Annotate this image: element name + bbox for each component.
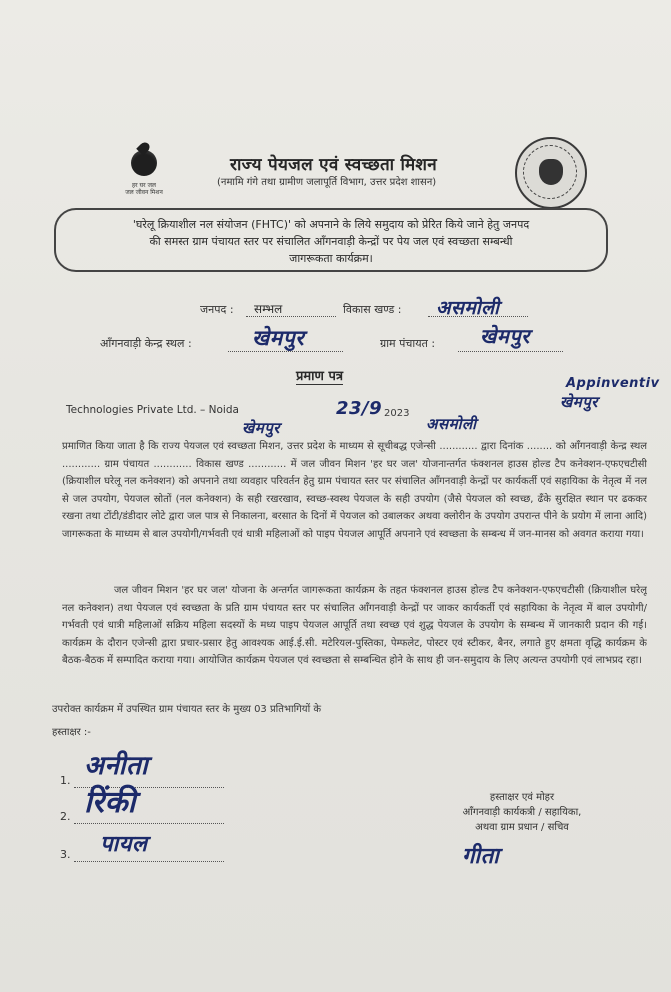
attendee-2-line [74,823,224,824]
block-handwritten-2: असमोली [426,415,477,433]
attendee-2-signature: रिंकी [84,785,136,820]
place-handwritten: खेमपुर [560,393,598,411]
gp-handwritten: खेमपुर [242,419,280,437]
attendee-3-signature: पायल [100,832,148,857]
block-label: विकास खण्ड : [343,303,402,316]
attendee-1-number: 1. [60,774,71,787]
programme-banner [54,208,608,272]
logo-caption: हर घर जल [132,182,156,189]
seal-emblem [539,159,563,185]
signatory-line-2: आँगनवाड़ी कार्यकत्री / सहायिका, [462,807,582,818]
certificate-paragraph-1: प्रमाणित किया जाता है कि राज्य पेयजल एवं स्वच्छता मिशन, उत्तर प्रदेश के माध्यम से सूचीबद्ध एजेन्सी ............ द्वारा दिनांक ........ को आँगनवाड़ी केन्द्र स्थल ............ ग्राम पंचायत ............ विकास खण्ड ............ में जल जीवन मिशन 'हर घर जल' योजनान्तर्गत फंक्शनल हाउस होल्ड टैप कनेक्शन-एफएचटीसी (क्रियाशील घरेलू नल कनेक्शन) को अपनाने तथा व्यवहार परिवर्तन हेतु ग्राम पंचायत स्तर पर संचालित आँगनवाड़ी केन्द्रों पर कार्यकर्ती एवं सहायिका के नेतृत्व में नल से जल उपयोग, पेयजल स्रोतों (नल कनेक्शन) के सही रखरखाव, स्वच्छ-स्वस्थ पेयजल के सही उपयोग (जैसे पेयजल को स्वच्छ, ढँके सुरक्षित स्थान पर ढककर रखना तथा टोंटी/डंडीदार लोटे द्वारा जल पात्र से निकालना, बरसात के दिनों में पेयजल को उबालकर अथवा क्लोरीन के उपयोग उपरान्त पीने के प्रयोग में लाना आदि) जागरूकता के माध्यम से बाल उपयोगी/गर्भवती एवं धात्री महिलाओं को पाइप पेयजल आपूर्ति अपनाने एवं स्वच्छता के सम्बन्ध में जन-मानस को अवगत कराया गया। [62,441,647,540]
panchayat-label: ग्राम पंचायत : [380,337,436,350]
attendee-3-number: 3. [60,848,71,861]
signatory-line-3: अथवा ग्राम प्रधान / सचिव [475,822,569,833]
attendee-1-signature: अनीता [84,751,149,781]
banner-line-2: की समस्त ग्राम पंचायत स्तर पर संचालित आँगनवाड़ी केन्द्रों पर पेय जल एवं स्वच्छता सम्बन्धी [149,235,513,248]
attendee-2-number: 2. [60,810,71,823]
banner-line-3: जागरूकता कार्यक्रम। [289,252,373,265]
certificate-title: प्रमाण पत्र [296,366,343,385]
jal-jeevan-mission-logo [118,150,170,196]
district-value: सम्भल [254,302,283,316]
signatures-label: हस्ताक्षर :- [52,727,91,738]
attendee-3-line [74,861,224,862]
centre-value-handwritten: खेमपुर [252,326,305,350]
certificate-paragraph-2: जल जीवन मिशन 'हर घर जल' योजना के अन्तर्गत जागरूकता कार्यक्रम के तहत फंक्शनल हाउस होल्ड टैप कनेक्शन-एफएचटीसी (क्रियाशील घरेलू नल कनेक्शन) तथा पेयजल एवं स्वच्छता के प्रति ग्राम पंचायत स्तर पर संचालित आँगनवाड़ी केन्द्रों पर जाकर कार्यकर्ती एवं सहायिका के नेतृत्व में बाल उपयोगी/गर्भवती एवं धात्री महिलाओं सक्रिय महिला सदस्यों के मध्य पाइप पेयजल आपूर्ति तथा स्वच्छ एवं शुद्ध पेयजल के उपयोग के सम्बन्ध में जानकारी प्रदान की गई। कार्यक्रम के दौरान एजेन्सी द्वारा प्रचार-प्रसार हेतु आवश्यक आई.ई.सी. मटेरियल-पुस्तिका, पेम्फलेट, पोस्टर एवं स्टीकर, बैनर, लगाते हुए क्षमता वृद्धि कार्यक्रम के बैठक-बैठक में सम्पादित कराया गया। आयोजित कार्यक्रम पेयजल एवं स्वच्छता से सम्बन्धित होने के साथ ही जन-समुदाय के लिए अत्यन्त उपयोगी एवं लाभप्रद रहा। [62,585,647,666]
panchayat-value-handwritten: खेमपुर [480,324,530,348]
banner-line-1: 'घरेलू क्रियाशील नल संयोजन (FHTC)' को अपनाने के लिये समुदाय को प्रेरित किये जाने हेतु जनपद [132,218,530,231]
signatory-signature: गीता [462,844,500,869]
signatory-line-1: हस्ताक्षर एवं मोहर [489,792,555,803]
date-handwritten: 23/9 [336,398,383,419]
district-label: जनपद : [200,303,234,316]
signatory-block [432,790,612,835]
page-subtitle: (नमामि गंगे तथा ग्रामीण जलापूर्ति विभाग, उत्तर प्रदेश शासन) [217,177,437,188]
agency-name-handwritten: Appinventiv [566,376,660,391]
logo-caption-2: जल जीवन मिशन [125,189,163,196]
centre-label: आँगनवाड़ी केन्द्र स्थल : [100,337,192,350]
year-text: 2023 [384,408,410,419]
company-line: Technologies Private Ltd. – Noida [66,404,239,416]
water-drop-icon [131,150,157,176]
up-government-seal-icon [515,137,587,209]
block-value-handwritten: असमोली [436,297,500,319]
panchayat-underline [458,350,563,352]
attendance-intro: उपरोक्त कार्यक्रम में उपस्थित ग्राम पंचायत स्तर के मुख्य 03 प्रतिभागियों के [52,704,322,715]
page-title: राज्य पेयजल एवं स्वच्छता मिशन [230,155,438,175]
